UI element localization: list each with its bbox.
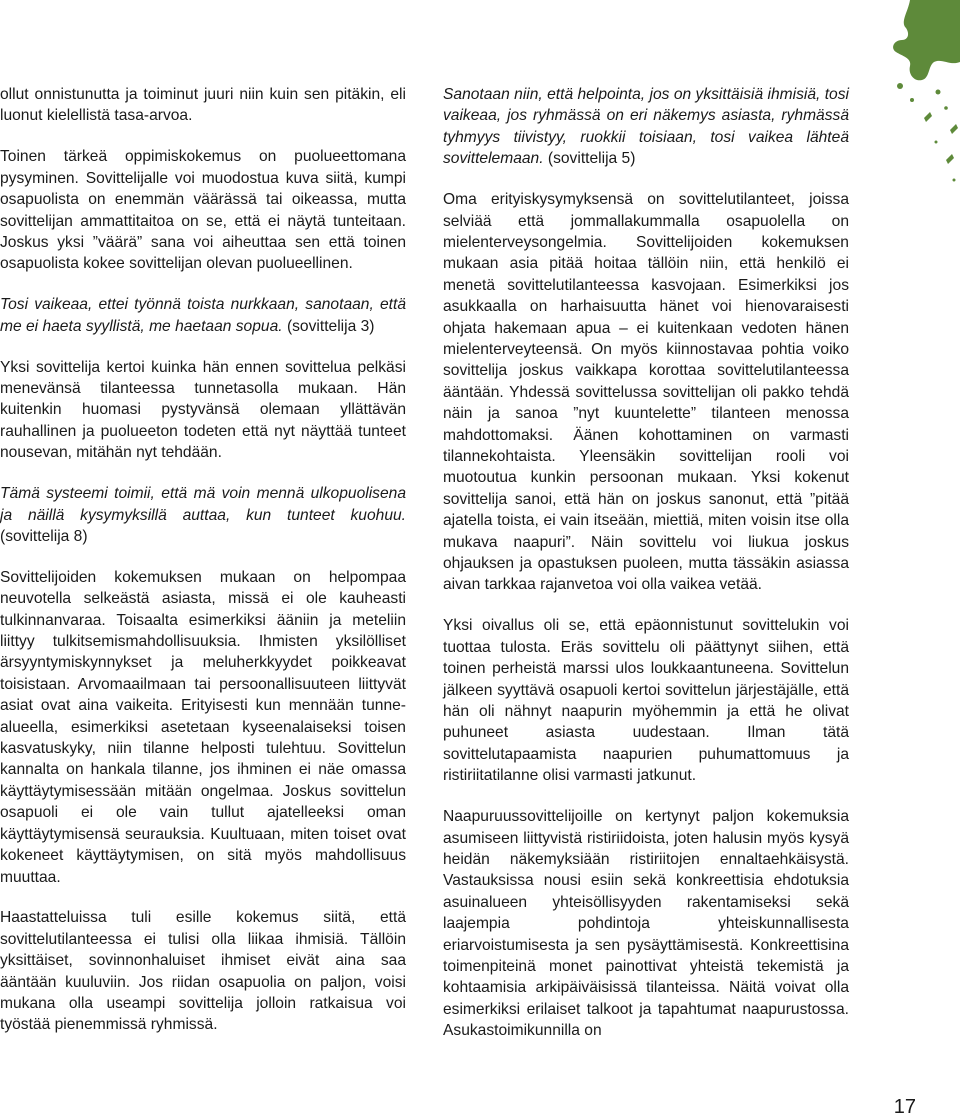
paragraph: Toinen tärkeä oppimiskokemus on puolueettomana pysyminen. Sovittelijalle voi muodostua kuva siitä, kumpi osapuolista on enemmän väärässä tai oikeassa, mutta sovittelijan ammattitaitoa on se, että ei näytä tunteitaan. Joskus yksi ”väärä” sana voi aiheuttaa sen että toinen osapuolista kokee sovittelijan olevan puolueellinen.	[0, 148, 406, 273]
quote-text: Tosi vaikeaa, ettei työnnä toista nurkkaan, sanotaan, että me ei haeta syyllistä, me haetaan sopua.	[0, 296, 406, 335]
splatter-dot	[936, 90, 941, 95]
quote-source: (sovittelija 8)	[0, 527, 88, 545]
splatter-dot	[910, 98, 914, 102]
paragraph: Yksi oivallus oli se, että epäonnistunut sovittelukin voi tuottaa tulosta. Eräs sovittelu oli päättynyt siihen, että toinen perheistä marssi ulos loukkaantuneena. Sovittelun jälkeen syyttävä osapuoli kertoi sovittelun järjestäjälle, että hän oli nähnyt naapurin myöhemmin ja että he olivat puhuneet asiasta uudestaan. Ilman tätä sovittelutapaamista naapurien puhumattomuus ja ristiriitatilanne olisi varmasti jatkunut.	[443, 617, 849, 785]
paragraph: Oma erityiskysymyksensä on sovittelutilanteet, joissa selviää että jommallakummalla osapuolella on mielenterveysongelmia. Sovittelijoiden kokemuksen mukaan asia pitää hoitaa tällöin niin, että henkilö ei menetä sovittelutilanteessa kasvojaan. Esimerkiksi jos asukkaalla on harhaisuutta hänet voi hienovaraisesti ohjata hakemaan apua – ei kuitenkaan vedoten hänen mielenterveyteensä. On myös kiinnostavaa pohtia voiko sovittelija joskus vaikkapa korottaa sovittelutilanteessa ääntään. Yhdessä sovittelussa sovittelijan oli pakko tehdä näin ja sanoa ”nyt kuuntelette” tilanteen menossa mahdottomaksi. Äänen kohottaminen on varmasti tilannekohtaista. Yleensäkin sovittelijan rooli voi muotoutua kunkin persoonan mukaan. Yksi kokenut sovittelija sanoi, että hän on joskus sanonut, että ”pitää ajatella toista, ei vain itseään, miettiä, miten voisin itse olla mukava naapuri”. Näin sovittelu voi liukua joskus ohjauksen ja opastuksen puoleen, mutta tässäkin asiassa aivan tarkkaa rajanvetoa voi olla vaikea vetää.	[443, 191, 849, 594]
paragraph: Sovittelijoiden kokemuksen mukaan on helpompaa neuvotella selkeästä asiasta, missä ei ole kauheasti tulkinnanvaraa. Toisaalta esimerkiksi ääniin ja meteliin liittyy tulkitsemismahdollisuuksia. Ihmisten yksilölliset ärsyyntymiskynnykset ja meluherkkyydet poikkeavat toisistaan. Arvomaailmaan tai persoonallisuuteen liittyvät asiat ovat aina vaikeita. Erityisesti kun mennään tunne-alueella, esimerkiksi asetetaan kyseenalaiseksi toisen kasvatuskyky, niin tilanne helposti tulehtuu. Sovittelun kannalta on hankala tilanne, jos ihminen ei näe omassa käyttäytymisessään mitään ongelmaa. Joskus sovittelun osapuoli ei ole vain tullut ajatelleeksi oman käyttäytymisensä seurauksia. Kuultuaan, miten toiset ovat kokeneet käyttäytymisen, on sitä myös mahdollisuus muuttaa.	[0, 568, 406, 886]
paragraph: Haastatteluissa tuli esille kokemus siitä, että sovittelutilanteessa ei tulisi olla liikaa ihmisiä. Tällöin yksittäiset, sovinnonhaluiset ihmiset eivät aina saa ääntään kuuluviin. Jos riidan osapuolia on paljon, voisi mukana olla useampi sovittelija jolloin ratkaisua voi työstää pienemmissä ryhmissä.	[0, 909, 406, 1034]
splatter-fleck	[946, 154, 954, 164]
interview-quote	[443, 84, 849, 170]
splatter-dot	[897, 83, 903, 89]
paragraph: ollut onnistunutta ja toiminut juuri niin kuin sen pitäkin, eli luonut kielellistä tasa-arvoa.	[0, 86, 406, 125]
splatter-fleck	[950, 124, 958, 134]
paragraph: Naapuruussovittelijoille on kertynyt paljon kokemuksia asumiseen liittyvistä ristiriidoista, joten halusin myös kysyä heidän näkemyksiään ristiriitojen ennaltaehkäisystä. Vastauksissa nousi esiin sekä konkreettisia ehdotuksia asuinalueen yhteisöllisyyden rakentamiseksi sekä laajempia pohdintoja yhteiskunnallisesta eriarvoistumisesta ja sen pysäyttämisestä. Konkreettisina toimenpiteinä monet painottivat yhteistä tekemistä ja kohtaamisia arkipäiväisissä tilanteissa. Näitä voivat olla esimerkiksi erilaiset talkoot ja tapahtumat naapurustossa. Asukastoimikunnilla on	[443, 808, 849, 1040]
paragraph: Yksi sovittelija kertoi kuinka hän ennen sovittelua pelkäsi menevänsä tilanteessa tunnetasolla mukaan. Hän kuitenkin huomasi pystyvänsä olemaan yllättävän rauhallinen ja puolueeton todeten että nyt näyttää tunteet nousevan, mitähän nyt tehdään.	[0, 358, 406, 462]
interview-quote	[0, 483, 406, 547]
interview-quote	[0, 294, 406, 337]
page-number: 17	[893, 1096, 916, 1118]
left-column	[0, 84, 406, 1055]
quote-text: Sanotaan niin, että helpointa, jos on yksittäisiä ihmisiä, tosi vaikeaa, jos ryhmässä on eri näkemys asiasta, ryhmässä tyhmyys tiivistyy, ruokkii toisiaan, tosi vaikea lähteä sovittelemaan.	[443, 86, 849, 168]
splatter-fleck	[924, 112, 932, 122]
right-column	[443, 84, 849, 1061]
quote-source: (sovittelija 3)	[286, 317, 375, 335]
splatter-dot	[944, 106, 948, 110]
splatter-main-blob	[893, 0, 960, 80]
paint-splatter-decoration	[850, 0, 960, 200]
quote-source: (sovittelija 5)	[547, 150, 636, 168]
quote-text: Tämä systeemi toimii, että mä voin mennä ulkopuolisena ja näillä kysymyksillä auttaa, kun tunteet kuohuu.	[0, 485, 406, 524]
splatter-dot	[953, 179, 956, 182]
splatter-dot	[935, 141, 938, 144]
